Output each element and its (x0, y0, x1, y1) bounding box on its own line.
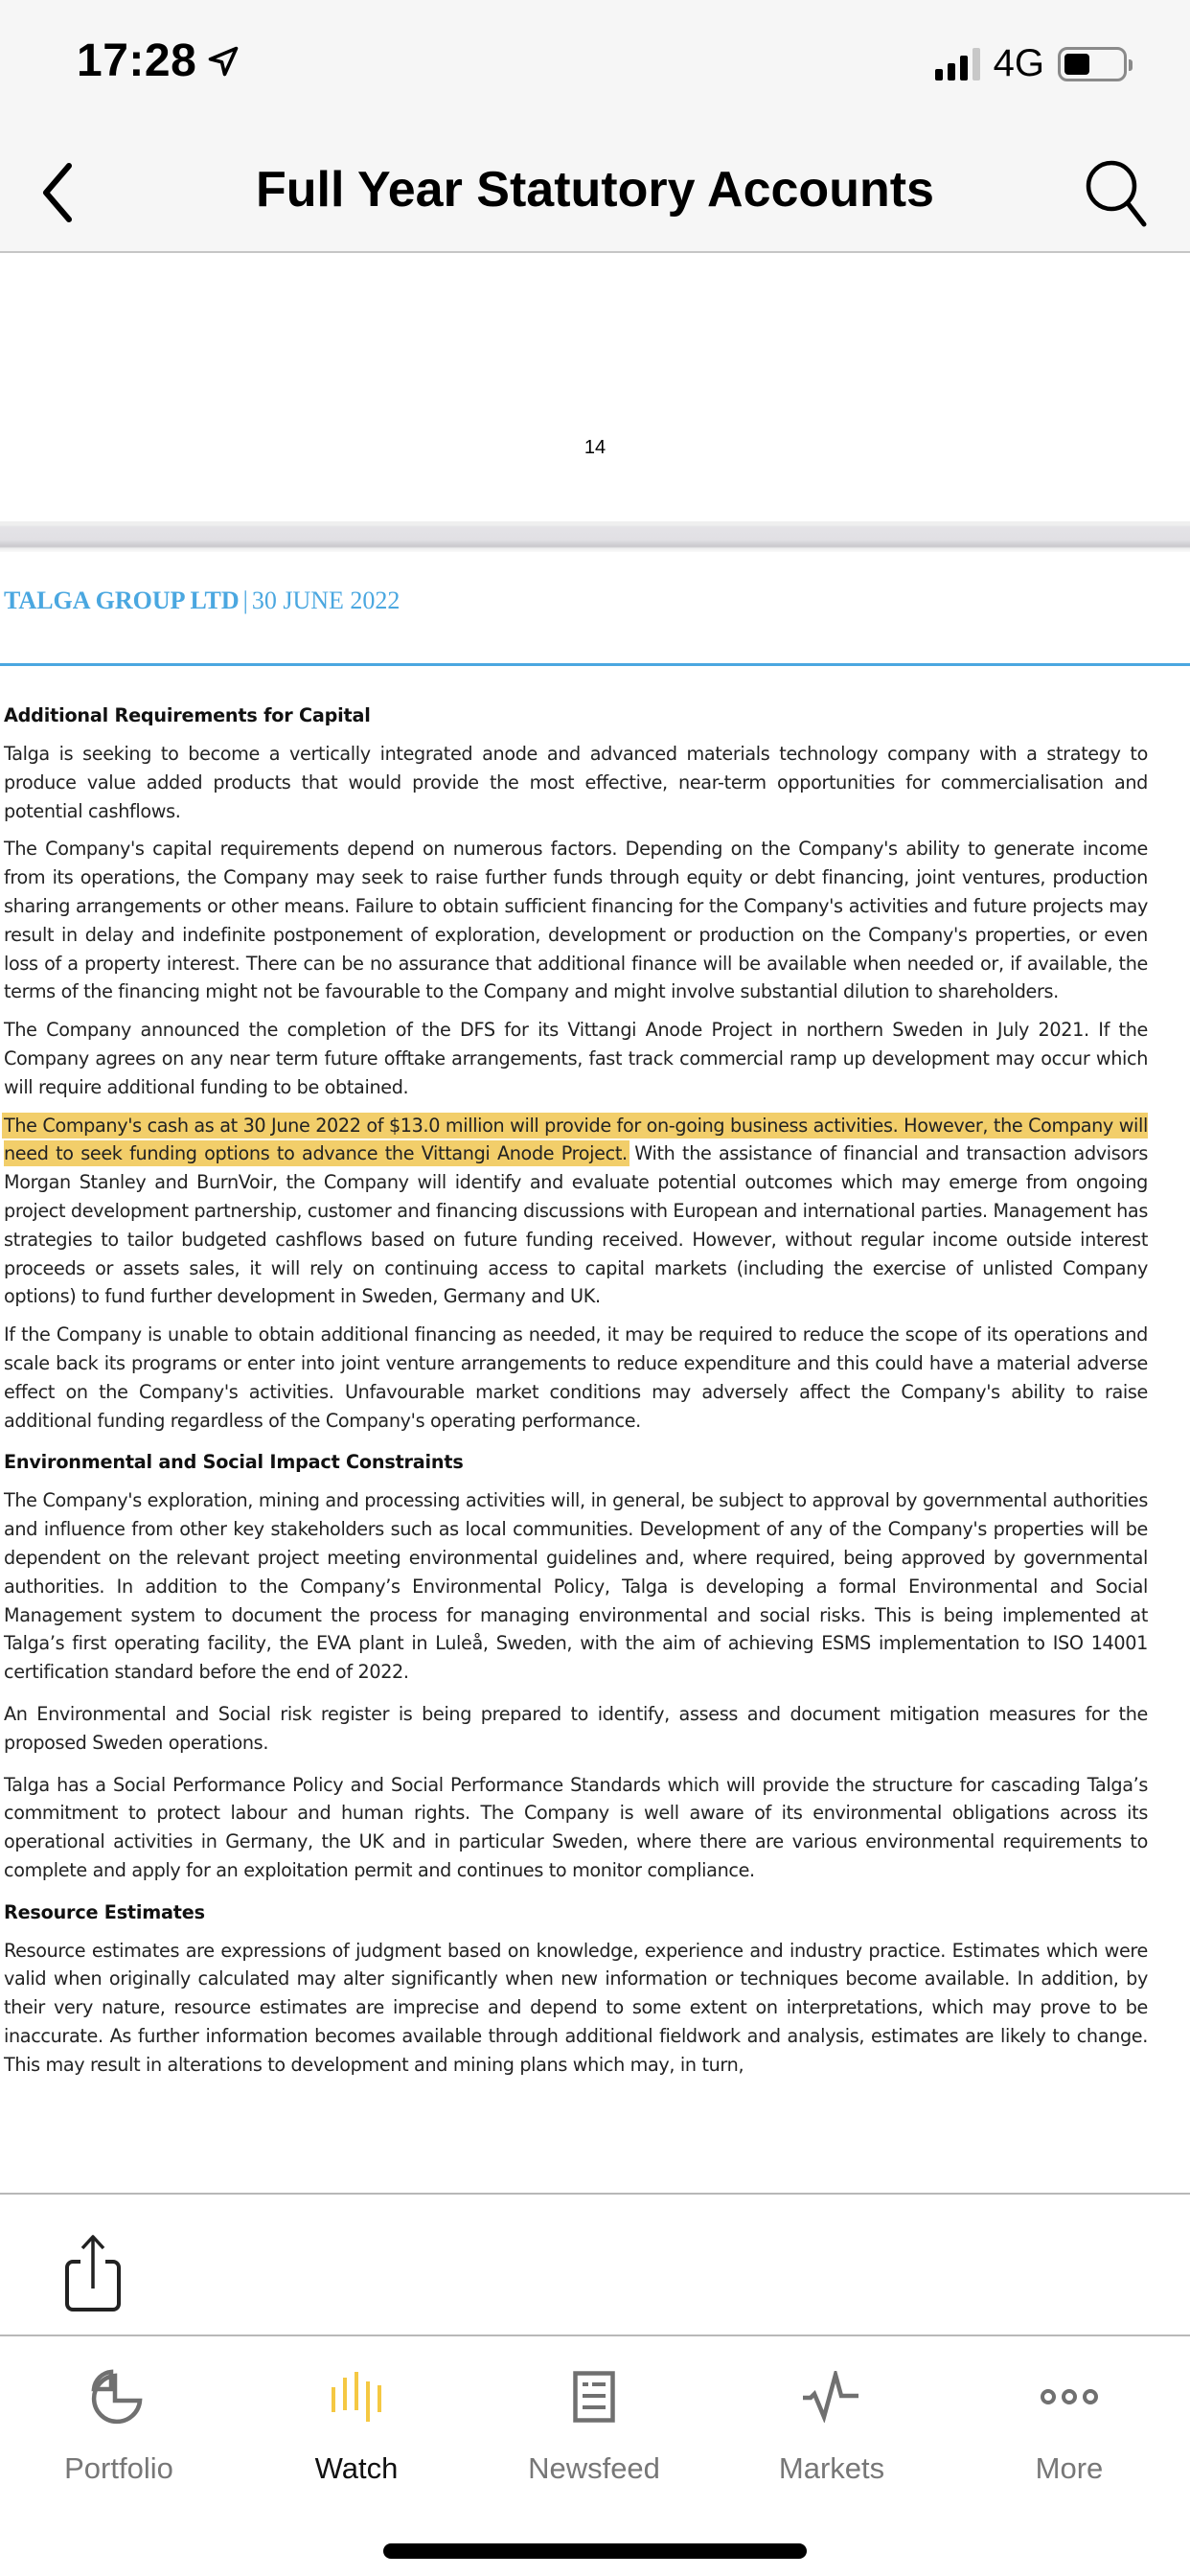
home-indicator[interactable] (383, 2543, 807, 2559)
network-type: 4G (993, 42, 1044, 84)
tab-markets[interactable] (736, 2363, 927, 2507)
paragraph: If the Company is unable to obtain additional financing as needed, it may be required to reduce the scope of its operations and scale back its programs or enter into joint venture arrangements to reduce expenditure and this could have a material adverse effect on the Company's activities. Unfavourable market conditions may adversely affect the Company's ability to raise additional funding regardless of the Company's operating performance. (4, 1323, 1148, 1432)
cellular-signal-icon (935, 48, 980, 80)
page-separator (0, 521, 1190, 552)
more-dots-icon (1031, 2363, 1108, 2430)
paragraph: The Company announced the completion of the DFS for its Vittangi Anode Project in northern Sweden in July 2021. If the Company agrees on any near term future offtake arrangements, fast track commercial ramp up development may occur which will require additional funding to be obtained. (4, 1019, 1148, 1098)
tab-label: Watch (314, 2451, 399, 2485)
page-title: Full Year Statutory Accounts (256, 162, 934, 218)
section-heading: Environmental and Social Impact Constraints (4, 1451, 464, 1474)
watch-bars-icon (318, 2363, 395, 2430)
document-body (4, 702, 1148, 2089)
battery-icon (1058, 47, 1127, 81)
paragraph: Resource estimates are expressions of judgment based on knowledge, experience and industry practice. Estimates which were valid when originally calculated may alter significantly when new information or techniques become available. In addition, by their very nature, resource estimates are imprecise and depend to some extent on interpretations, which may prove to be inaccurate. As further information becomes available through additional fieldwork and analysis, estimates are likely to change. This may result in alterations to development and mining plans which may, in turn, (4, 1939, 1148, 2076)
section-heading: Additional Requirements for Capital (4, 704, 371, 726)
search-icon (1083, 157, 1150, 228)
paragraph: An Environmental and Social risk register is being prepared to identify, assess and document mitigation measures for the proposed Sweden operations. (4, 1702, 1148, 1754)
document-toolbar (0, 2110, 1190, 2336)
share-icon (59, 2233, 126, 2313)
paragraph-continuation: With the assistance of financial and transaction advisors Morgan Stanley and BurnVoir, the Company will identify and evaluate potential outcomes which may emerge from ongoing project development partnership, customer and financing discussions with European and international parties. Management has strategies to tailor budgeted cashflows based on future funding received. However, without regular income outside interest proceeds or assets sales, it will rely on continuing access to capital markets (including the exercise of unlisted Company options) to fund further development in Sweden, Germany and UK. (4, 1142, 1148, 1308)
paragraph: The Company's capital requirements depend on numerous factors. Depending on the Company's ability to generate income from its operations, the Company may seek to raise further funds through equity or debt financing, joint ventures, production sharing arrangements or other means. Failure to obtain sufficient financing for the Company's activities and future projects may result in delay and indefinite postponement of exploration, development or production on the Company's properties, or even loss of a property interest. There can be no assurance that additional finance will be available when needed or, if available, the terms of the financing might not be favourable to the Company and might involve substantial dilution to shareholders. (4, 838, 1148, 1003)
status-bar (0, 0, 1190, 134)
paragraph: The Company's exploration, mining and processing activities will, in general, be subject to approval by governmental authorities and influence from other key stakeholders such as local communities. Development of any of the Company's properties will be dependent on the relevant project meeting environmental guidelines and, where required, being approved by governmental authorities. In addition to the Company’s Environmental Policy, Talga is developing a formal Environmental and Social Management system to document the process for managing environmental and social risks. This is being implemented at Talga’s first operating facility, the EVA plant in Luleå, Sweden, with the aim of achieving ESMS implementation to ISO 14001 certification standard before the end of 2022. (4, 1489, 1148, 1684)
paragraph: Talga is seeking to become a vertically integrated anode and advanced materials technology company with a strategy to produce value added products that would provide the most effective, near-term opportunities for commercialisation and potential cashflows. (4, 743, 1148, 822)
tab-label: Portfolio (64, 2451, 173, 2485)
company-name: TALGA GROUP LTD (4, 586, 240, 614)
document-header (4, 586, 400, 615)
tab-more[interactable] (973, 2363, 1165, 2507)
tab-label: More (1035, 2451, 1104, 2485)
tab-label: Newsfeed (528, 2451, 660, 2485)
text-highlight[interactable]: The Company's cash as at 30 June 2022 of $13.0 million will provide for on-going business activities. However, the Company will need to seek funding options to advance the Vittangi Anode Project. (4, 1114, 1148, 1165)
tab-watch[interactable] (261, 2363, 452, 2507)
header-separator: | (242, 586, 248, 614)
tab-portfolio[interactable] (23, 2363, 215, 2507)
previous-page (0, 255, 1190, 521)
status-time-text: 17:28 (77, 35, 197, 86)
report-date: 30 JUNE 2022 (251, 586, 400, 614)
paragraph: Talga has a Social Performance Policy and Social Performance Standards which will provide the structure for cascading Talga’s commitment to protect labour and human rights. The Company is well aware of its environmental obligations across its operational activities in Germany, the UK and in particular Sweden, where there are various environmental requirements to complete and apply for an exploitation permit and continues to monitor compliance. (4, 1773, 1148, 1881)
toolbar-divider (0, 2193, 1190, 2195)
search-button[interactable] (1081, 157, 1152, 228)
tab-label: Markets (778, 2451, 885, 2485)
section-heading: Resource Estimates (4, 1900, 205, 1923)
status-time (77, 34, 240, 87)
header-rule (0, 663, 1190, 666)
highlighted-paragraph (4, 1112, 1148, 1312)
share-button[interactable] (59, 2233, 126, 2313)
tab-bar (0, 2334, 1190, 2576)
pdf-viewer[interactable] (0, 255, 1190, 2110)
tab-newsfeed[interactable] (498, 2363, 690, 2507)
page-number: 14 (584, 437, 606, 458)
location-arrow-icon (206, 44, 240, 79)
navigation-bar (0, 134, 1190, 253)
pie-chart-icon (80, 2363, 157, 2430)
status-indicators (935, 42, 1127, 85)
pulse-icon (793, 2363, 870, 2430)
battery-level (1064, 54, 1089, 75)
newspaper-icon (556, 2363, 632, 2430)
